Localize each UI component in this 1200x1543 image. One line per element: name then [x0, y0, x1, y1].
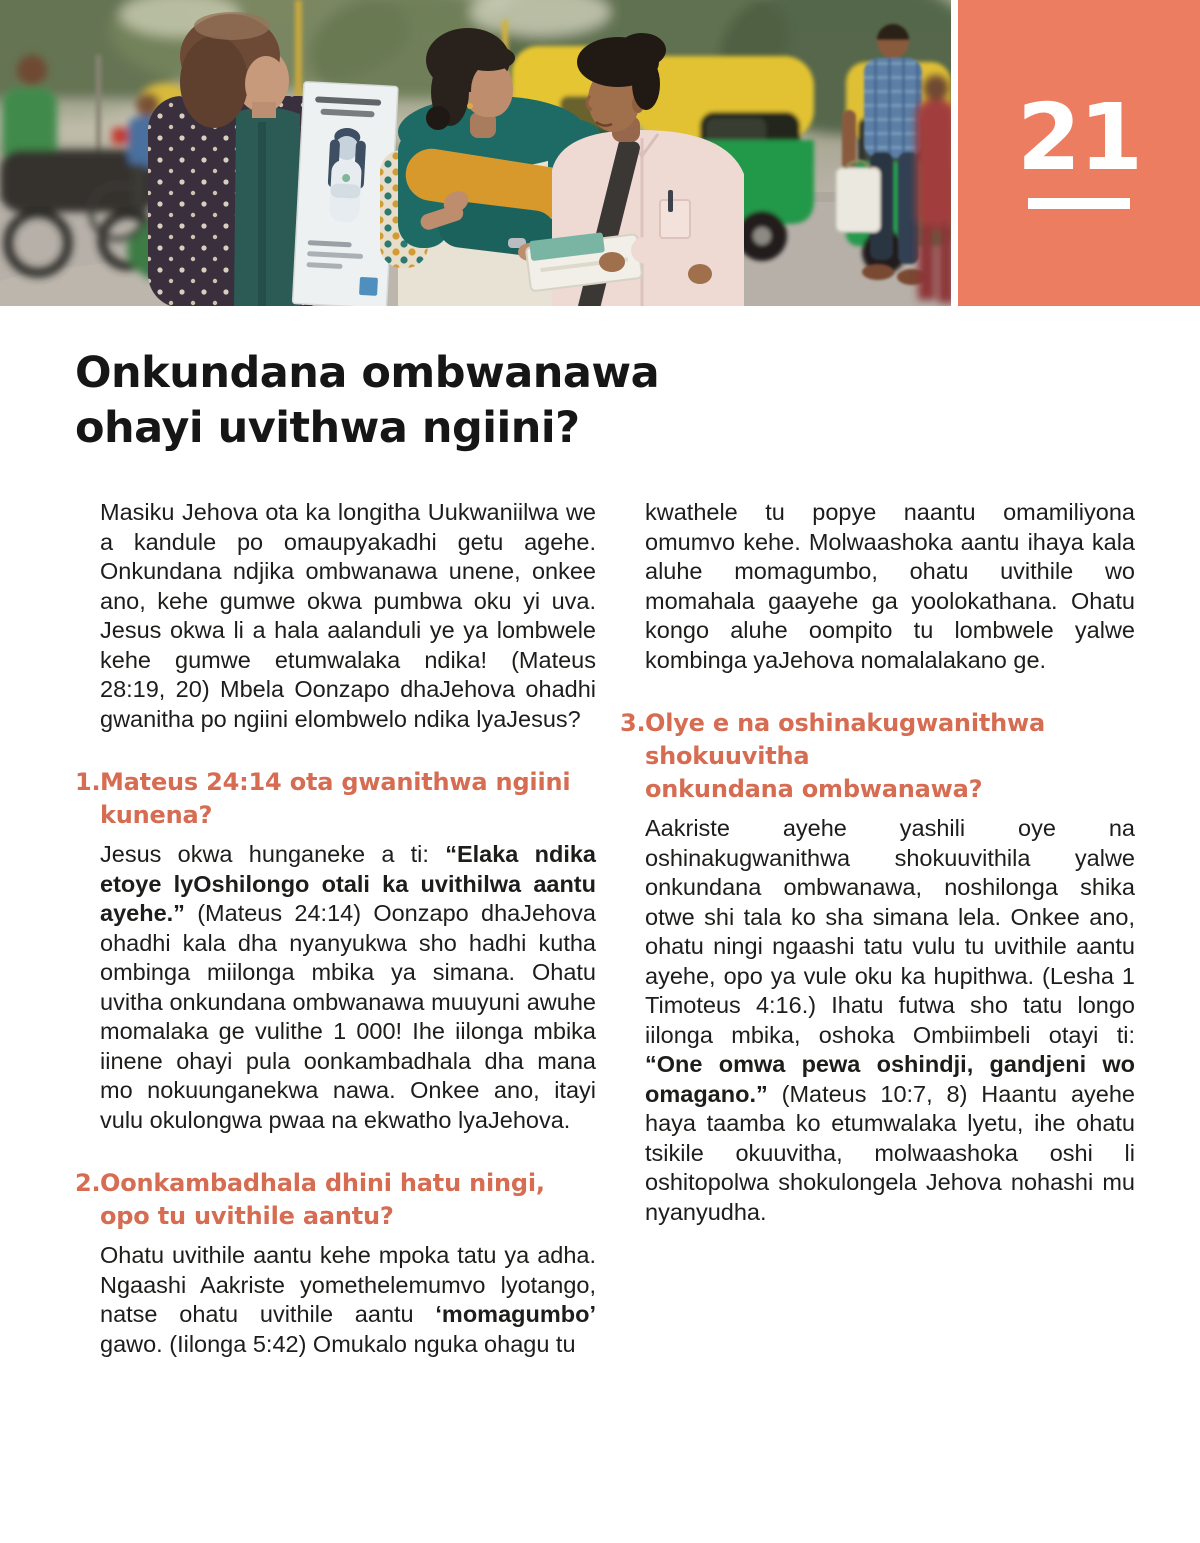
paragraph [100, 1241, 596, 1359]
question-text: Oonkambadhala dhini hatu ningi, opo tu uvithile aantu? [100, 1169, 545, 1230]
question-text: Olye e na oshinakugwanithwa shokuuvitha onkundana ombwanawa? [645, 709, 1045, 803]
question-number: 2. [75, 1169, 101, 1197]
text-segment: gawo. (Iilonga 5:42) Omukalo nguka ohagu tu [100, 1330, 576, 1357]
text-segment: Ohatu uvithile aantu kehe mpoka tatu ya adha. Ngaashi Aakriste yomethelemumvo lyotango, natse ohatu uvithile aantu [100, 1242, 596, 1327]
header [0, 0, 1200, 306]
column-left [75, 498, 596, 1359]
text-segment: (Mateus 24:14) Oonzapo dhaJehova ohadhi kala dha nyanyukwa sho hadhi kutha ombinga miilonga mbika ya simana. Ohatu uvitha onkundana ombwanawa muuyuni awuhe momalaka ge vulithe 1 000! Ihe iilonga mbika iinene ohayi pula oonkambadhala dha mana mo nokuunganekwa nawa. Onkee ano, itayi vulu okulongwa pwaa na ekwatho lyaJehova. [100, 900, 596, 1133]
lesson-number-badge [958, 0, 1200, 306]
paragraph [645, 498, 1135, 675]
article-columns [75, 498, 1135, 1359]
column-right [620, 498, 1135, 1359]
text-segment: ‘momagumbo’ [435, 1301, 596, 1327]
text-segment: “Elaka ndika etoye lyOshilongo otali ka uvithilwa aantu ayehe.” [100, 841, 596, 926]
street-witnessing-photo [0, 0, 951, 306]
paragraph [100, 840, 596, 1135]
question-heading [620, 707, 1135, 806]
text-segment: Masiku Jehova ota ka longitha Uukwaniilwa we a kandule po omaupyakadhi getu agehe. Onkundana ndjika ombwanawa unene, onkee ano, kehe gumwe okwa pumbwa oku yi uva. Jesus okwa li a hala aalanduli ye ya lombwele kehe gumwe etumwalaka ndika! (Mateus 28:19, 20) Mbela Oonzapo dhaJehova ohadhi gwanitha po ngiini elombwelo ndika lyaJesus? [100, 499, 596, 732]
question-number: 1. [75, 768, 101, 796]
lesson-number: 21 [1016, 84, 1142, 192]
paragraph [100, 498, 596, 734]
woman-in-red [916, 75, 951, 303]
text-segment: kwathele tu popye naantu omamiliyona omumvo kehe. Molwaashoka aantu ihaya kala aluhe momagumbo, ohatu uvithile wo momahala gaayehe ga yoolokathana. Ohatu kongo aluhe oompito tu lombwele yalwe kombinga yaJehova nomalalakano ge. [645, 499, 1135, 673]
page-title-line-1: Onkundana ombwanawa [75, 348, 660, 398]
page-title [75, 346, 775, 456]
text-segment: “One omwa pewa oshindji, gandjeni wo omagano.” [645, 1051, 1135, 1107]
lesson-number-underline [1028, 198, 1130, 209]
question-number: 3. [620, 709, 646, 737]
question-heading [75, 766, 596, 832]
question-text: Mateus 24:14 ota gwanithwa ngiini kunena? [100, 768, 571, 829]
paragraph [645, 814, 1135, 1227]
text-segment: Aakriste ayehe yashili oye na oshinakugwanithwa shokuuvithila yalwe onkundana ombwanawa, noshilonga shika otwe shi tala ko sha simana lela. Onkee ano, ohatu ningi ngaashi tatu vulu tu uvithile aantu ayehe, opo ya vule oku ka hupithwa. (Lesha 1 Timoteus 4:16.) Ihatu futwa sho tatu longo iilonga mbika, oshoka Ombiimbeli otayi ti: [645, 815, 1135, 1048]
page-title-line-2: ohayi uvithwa ngiini? [75, 403, 580, 453]
text-segment: (Mateus 10:7, 8) Haantu ayehe haya taamba ko etumwalaka lyetu, ihe ohatu tsikile okuuvitha, molwaashoka oshi li oshitopolwa shokulongela Jehova nohashi mu nyanyudha. [645, 1080, 1135, 1225]
text-segment: Jesus okwa hunganeke a ti: [100, 841, 446, 867]
question-heading [75, 1167, 596, 1233]
